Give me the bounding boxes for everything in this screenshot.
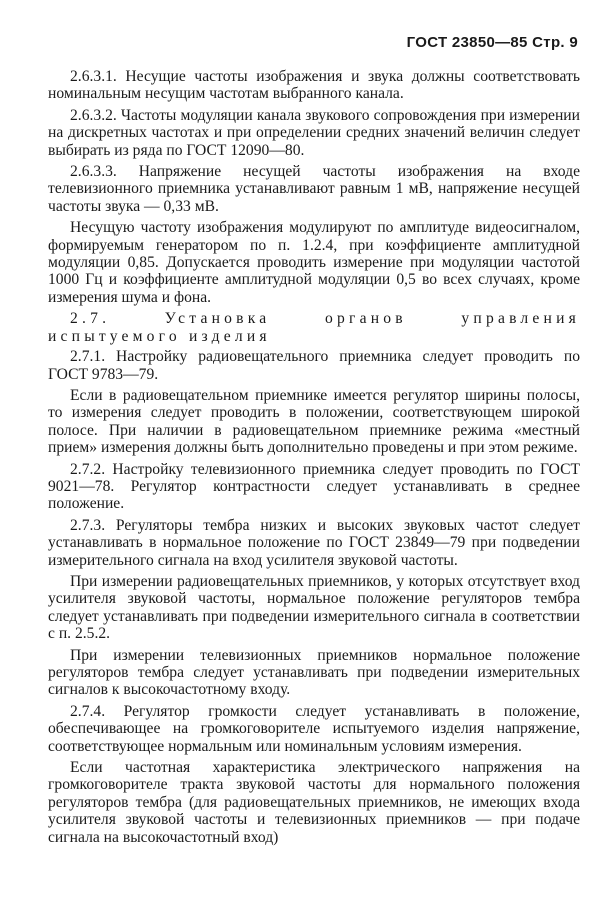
paragraph-2-7-2: 2.7.2. Настройку телевизионного приемника следует проводить по ГОСТ 9021—78. Регулятор контрастности следует устанавливать в среднее положение. — [48, 460, 580, 513]
paragraph-frequency-response: Если частотная характеристика электрического напряжения на громкоговорителе тракта звуковой частоты для нормального положения регуляторов тембра (для радиовещательных приемников, не имеющих входа усилителя звуковой частоты и телевизионных приемников — при подаче сигнала на высокочастотный вход) — [48, 759, 580, 846]
paragraph-2-6-3-3: 2.6.3.3. Напряжение несущей частоты изображения на входе телевизионного приемника устанавливают равным 1 мВ, напряжение несущей частоты звука — 0,33 мВ. — [48, 163, 580, 215]
paragraph-tv-tone: При измерении телевизионных приемников нормальное положение регуляторов тембра следует устанавливать при подведении измерительных сигналов к высокочастотному входу. — [48, 646, 580, 699]
paragraph-2-7-3: 2.7.3. Регуляторы тембра низких и высоких звуковых частот следует устанавливать в нормальное положение по ГОСТ 23849—79 при подведении измерительного сигнала на вход усилителя звуковой частоты. — [48, 516, 580, 569]
paragraph-bandwidth: Если в радиовещательном приемнике имеется регулятор ширины полосы, то измерения следует проводить в положении, соответствующем широкой полосе. При наличии в радиовещательном приемнике режима «местный прием» измерения должны быть дополнительно проведены и при этом режиме. — [48, 386, 580, 457]
paragraph-modulation: Несущую частоту изображения модулируют по амплитуде видеосигналом, формируемым генератором по п. 1.2.4, при коэффициенте амплитудной модуляции 0,85. Допускается проводить измерение при модуляции частотой 1000 Гц и коэффициенте амплитудной модуляции 0,5 во всех случаях, кроме измерения шума и фона. — [48, 219, 580, 306]
paragraph-2-6-3-2: 2.6.3.2. Частоты модуляции канала звукового сопровождения при измерении на дискретных частотах и при определении средних значений величин следует выбирать из ряда по ГОСТ 12090—80. — [48, 106, 580, 159]
paragraph-radio-tone: При измерении радиовещательных приемников, у которых отсутствует вход усилителя звуковой частоты, нормальное положение регуляторов тембра следует устанавливать при подведении измерительного сигнала в соответствии с п. 2.5.2. — [48, 572, 580, 643]
document-body — [48, 68, 580, 846]
paragraph-2-7-1: 2.7.1. Настройку радиовещательного приемника следует проводить по ГОСТ 9783—79. — [48, 348, 580, 383]
page-header: ГОСТ 23850—85 Стр. 9 — [406, 34, 578, 51]
paragraph-2-6-3-1: 2.6.3.1. Несущие частоты изображения и звука должны соответствовать номинальным несущим частотам выбранного канала. — [48, 68, 580, 103]
section-heading-2-7: 2.7. Установка органов управления испытуемого изделия — [48, 310, 580, 345]
paragraph-2-7-4: 2.7.4. Регулятор громкости следует устанавливать в положение, обеспечивающее на громкоговорителе испытуемого изделия напряжение, соответствующее нормальным или номинальным условиям измерения. — [48, 702, 580, 755]
